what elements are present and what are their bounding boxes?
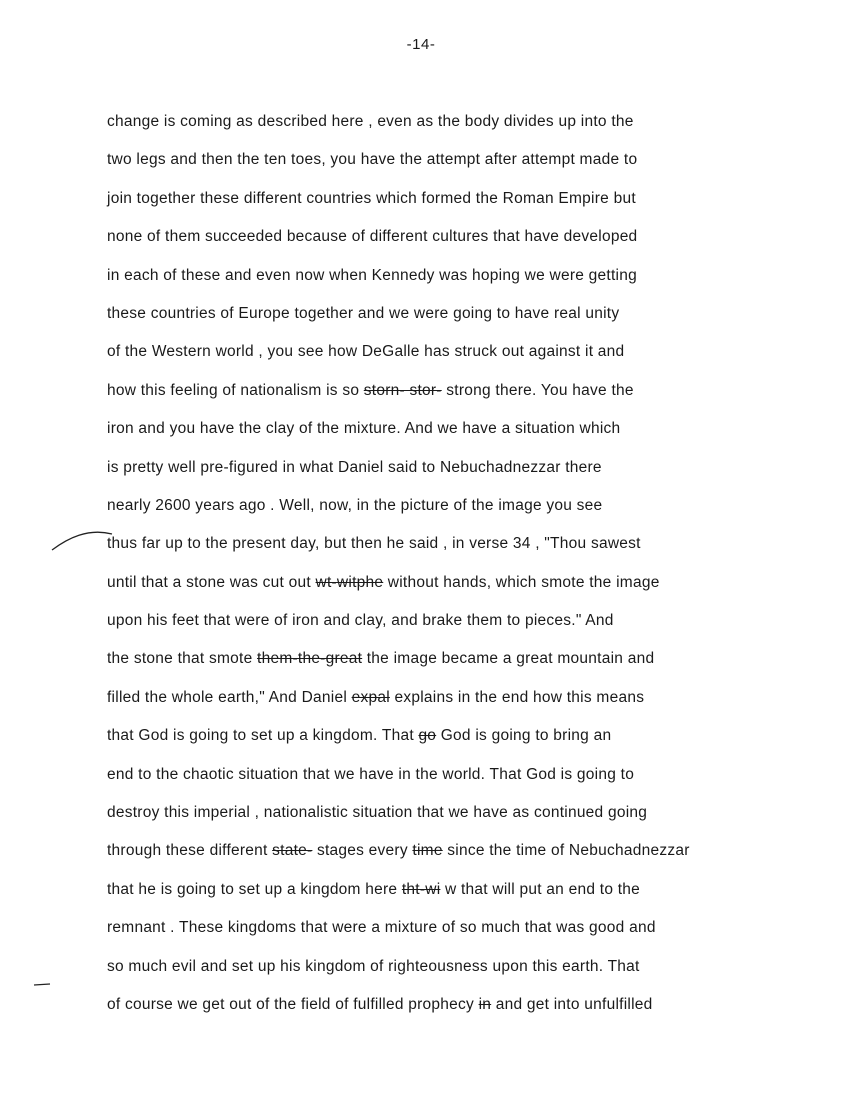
text-segment: filled the whole earth," And Daniel <box>107 688 352 706</box>
text-line <box>107 223 807 261</box>
text-segment: without hands, which smote the image <box>383 573 660 591</box>
text-segment: change is coming as described here , even as the body divides up into the <box>107 113 634 130</box>
text-segment: upon his feet that were of iron and clay, and brake them to pieces." And <box>107 612 614 630</box>
struck-text: expal <box>351 688 390 706</box>
text-line <box>107 799 807 837</box>
text-segment: none of them succeeded because of different cultures that have developed <box>107 228 638 246</box>
margin-dash-mark <box>32 980 54 988</box>
text-line <box>107 991 807 1029</box>
margin-curve-mark <box>50 526 120 552</box>
text-segment: is pretty well pre-figured in what Daniel said to Nebuchadnezzar there <box>107 458 602 476</box>
text-line <box>107 454 807 492</box>
text-segment: join together these different countries which formed the Roman Empire but <box>107 189 636 207</box>
text-segment: the image became a great mountain and <box>362 650 655 668</box>
text-line <box>107 607 807 645</box>
text-line <box>107 377 807 415</box>
text-line <box>107 645 807 683</box>
text-line <box>107 530 807 568</box>
text-segment: nearly 2600 years ago . Well, now, in the picture of the image you see <box>107 496 603 514</box>
page-number: -14- <box>406 36 436 53</box>
text-segment: remnant . These kingdoms that were a mixture of so much that was good and <box>107 919 656 937</box>
text-segment: the stone that smote <box>107 650 258 668</box>
struck-text: storn- stor- <box>363 381 442 399</box>
text-segment: explains in the end how this means <box>389 688 645 706</box>
text-segment: so much evil and set up his kingdom of righteousness upon this earth. That <box>107 957 640 975</box>
text-line <box>107 761 807 799</box>
text-line <box>107 837 807 875</box>
text-line <box>107 108 807 146</box>
text-line <box>107 953 807 991</box>
text-segment: that God is going to set up a kingdom. That <box>107 727 419 745</box>
text-segment: stages every <box>312 842 413 860</box>
text-line <box>107 684 807 722</box>
text-line <box>107 146 807 184</box>
text-line <box>107 338 807 376</box>
text-segment: thus far up to the present day, but then he said , in verse 34 , "Thou sawest <box>107 535 641 553</box>
struck-text: in <box>478 995 492 1013</box>
text-segment: iron and you have the clay of the mixture. And we have a situation which <box>107 420 621 438</box>
text-line <box>107 914 807 952</box>
text-segment: of course we get out of the field of fulfilled prophecy <box>107 995 479 1013</box>
struck-text: go <box>418 727 437 745</box>
text-line <box>107 262 807 300</box>
struck-text: time <box>412 842 443 860</box>
text-segment: since the time of Nebuchadnezzar <box>442 842 690 860</box>
text-segment: end to the chaotic situation that we have in the world. That God is going to <box>107 765 635 783</box>
text-line <box>107 185 807 223</box>
struck-text: tht-wi <box>401 880 441 898</box>
text-segment: w that will put an end to the <box>440 880 641 898</box>
text-segment: God is going to bring an <box>436 727 612 745</box>
struck-text: them-the-great <box>257 650 363 668</box>
text-segment: how this feeling of nationalism is so <box>107 381 364 399</box>
text-line <box>107 415 807 453</box>
text-segment: destroy this imperial , nationalistic situation that we have as continued going <box>107 804 648 822</box>
text-segment: in each of these and even now when Kennedy was hoping we were getting <box>107 266 637 284</box>
body-text <box>107 108 807 1029</box>
text-line <box>107 876 807 914</box>
text-segment: that he is going to set up a kingdom here <box>107 880 402 898</box>
text-segment: two legs and then the ten toes, you have the attempt after attempt made to <box>107 151 638 169</box>
text-segment: of the Western world , you see how DeGalle has struck out against it and <box>107 343 625 361</box>
text-line <box>107 569 807 607</box>
text-line <box>107 722 807 760</box>
struck-text: wt-witphe <box>315 573 384 591</box>
struck-text: state- <box>272 842 313 860</box>
text-line <box>107 300 807 338</box>
text-segment: through these different <box>107 842 273 860</box>
text-segment: and get into unfulfilled <box>491 995 653 1013</box>
text-segment: strong there. You have the <box>441 381 634 399</box>
text-segment: until that a stone was cut out <box>107 573 316 591</box>
text-line <box>107 492 807 530</box>
text-segment: these countries of Europe together and we were going to have real unity <box>107 304 620 322</box>
